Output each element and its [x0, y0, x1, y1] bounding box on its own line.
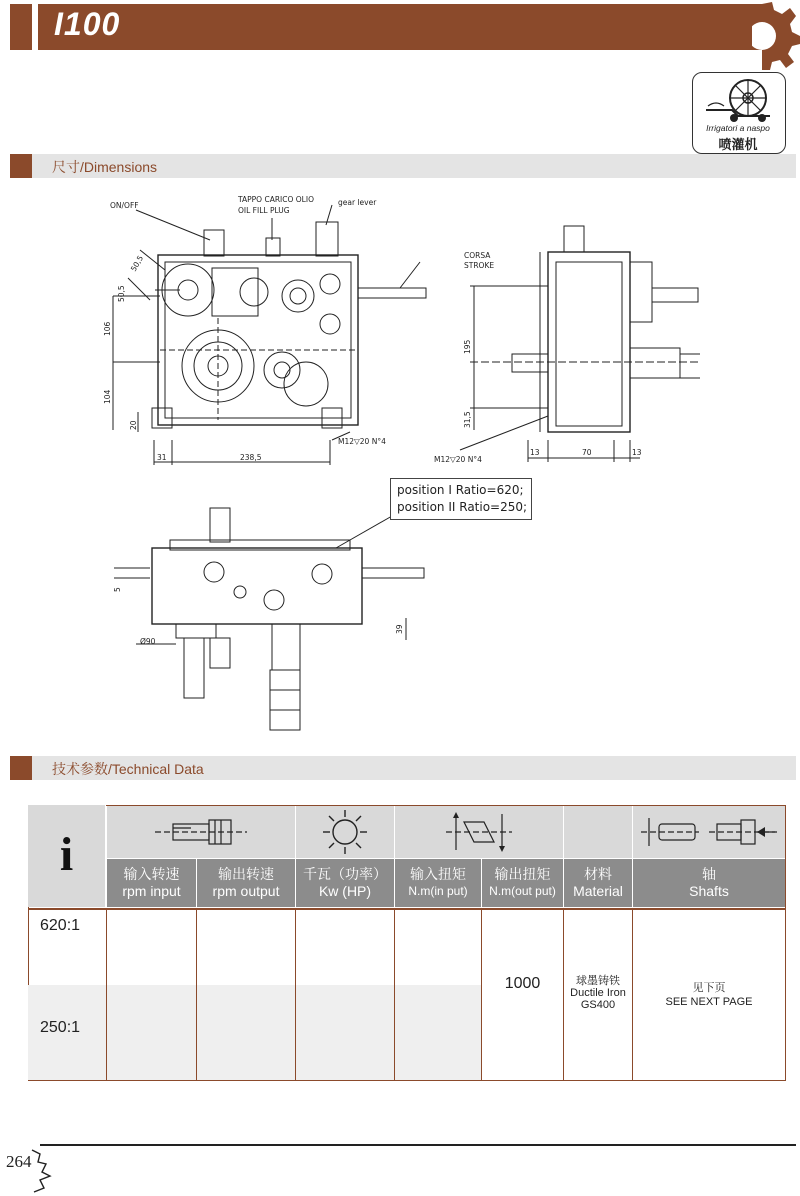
badge-italian: Irrigatori a naspo — [706, 123, 770, 133]
label-gear-lever: gear lever — [338, 198, 377, 207]
section-marker — [10, 154, 32, 178]
header-material: 材料 Material — [564, 859, 632, 907]
dim-31-5: 31,5 — [463, 411, 472, 428]
dim-m12-side: M12▽20 N°4 — [434, 455, 482, 464]
ratio-line-2: position II Ratio=250; — [397, 500, 528, 514]
header-rpm-input: 输入转速 rpm input — [107, 859, 196, 907]
ratio-header — [28, 805, 106, 907]
input-shaft-icon — [151, 810, 251, 854]
model-title: I100 — [54, 6, 121, 42]
output-torque-value: 1000 — [504, 975, 541, 992]
section-marker — [10, 756, 32, 780]
power-icon-cell — [296, 806, 394, 858]
header-output-torque: 输出扭矩 N.m(out put) — [482, 859, 563, 907]
ratio-callout — [390, 478, 532, 520]
technical-drawing — [100, 188, 700, 738]
ratio-header-label: i — [59, 828, 74, 881]
label-corsa: CORSA — [464, 251, 491, 260]
header-band — [10, 4, 762, 50]
label-tappo-1: TAPPO CARICO OLIO — [238, 195, 314, 204]
dim-13-a: 13 — [530, 448, 540, 457]
material-icon-cell — [564, 806, 632, 858]
dim-20: 20 — [129, 420, 138, 430]
footer-rule — [40, 1144, 796, 1146]
ratio-line-1: position I Ratio=620; — [397, 483, 524, 497]
header-shafts: 轴 Shafts — [633, 859, 785, 907]
sun-power-icon — [320, 808, 370, 856]
torque-icon-cell — [395, 806, 563, 858]
badge-chinese: 喷灌机 — [718, 137, 758, 152]
technical-section-title: 技术参数/Technical Data — [52, 761, 204, 777]
header-rpm-output: 输出转速 rpm output — [197, 859, 295, 907]
dimensions-section-title: 尺寸/Dimensions — [52, 159, 158, 175]
hose-reel-icon — [704, 76, 774, 124]
label-stroke: STROKE — [464, 261, 495, 270]
gear-icon — [752, 0, 800, 70]
technical-data-table — [28, 805, 786, 1081]
dim-195: 195 — [463, 339, 472, 354]
label-on-off: ON/OFF — [110, 201, 139, 210]
dim-90: Ø90 — [140, 637, 156, 646]
dim-39: 39 — [395, 624, 404, 634]
label-tappo-2: OIL FILL PLUG — [238, 206, 290, 215]
header-input-torque: 输入扭矩 N.m(in put) — [395, 859, 481, 907]
ratio-250: 250:1 — [40, 1019, 81, 1036]
dim-238-5: 238,5 — [240, 453, 262, 462]
input-shaft-icon-cell — [107, 806, 295, 858]
header-kw-hp: 千瓦（功率） Kw (HP) — [296, 859, 394, 907]
dim-104: 104 — [103, 389, 112, 404]
header-divider — [28, 908, 786, 910]
material-value: 球墨铸铁 Ductile Iron GS400 — [570, 975, 626, 1011]
dim-106: 106 — [103, 321, 112, 336]
dim-70: 70 — [582, 448, 592, 457]
dim-13-b: 13 — [632, 448, 642, 457]
shafts-icon-cell — [633, 806, 785, 858]
gear-icon — [28, 1148, 54, 1194]
torque-icon — [444, 808, 514, 856]
dim-5: 5 — [113, 587, 122, 592]
dim-m12-front: M12▽20 N°4 — [338, 437, 386, 446]
shafts-icon — [639, 810, 779, 854]
page-number: 264 — [6, 1152, 32, 1171]
ratio-620: 620:1 — [40, 917, 81, 934]
shafts-value: 见下页 SEE NEXT PAGE — [665, 982, 753, 1008]
dim-31: 31 — [157, 453, 167, 462]
dim-50-5-b: 50,5 — [117, 285, 126, 302]
dim-50-5-a: 50,5 — [128, 254, 146, 273]
